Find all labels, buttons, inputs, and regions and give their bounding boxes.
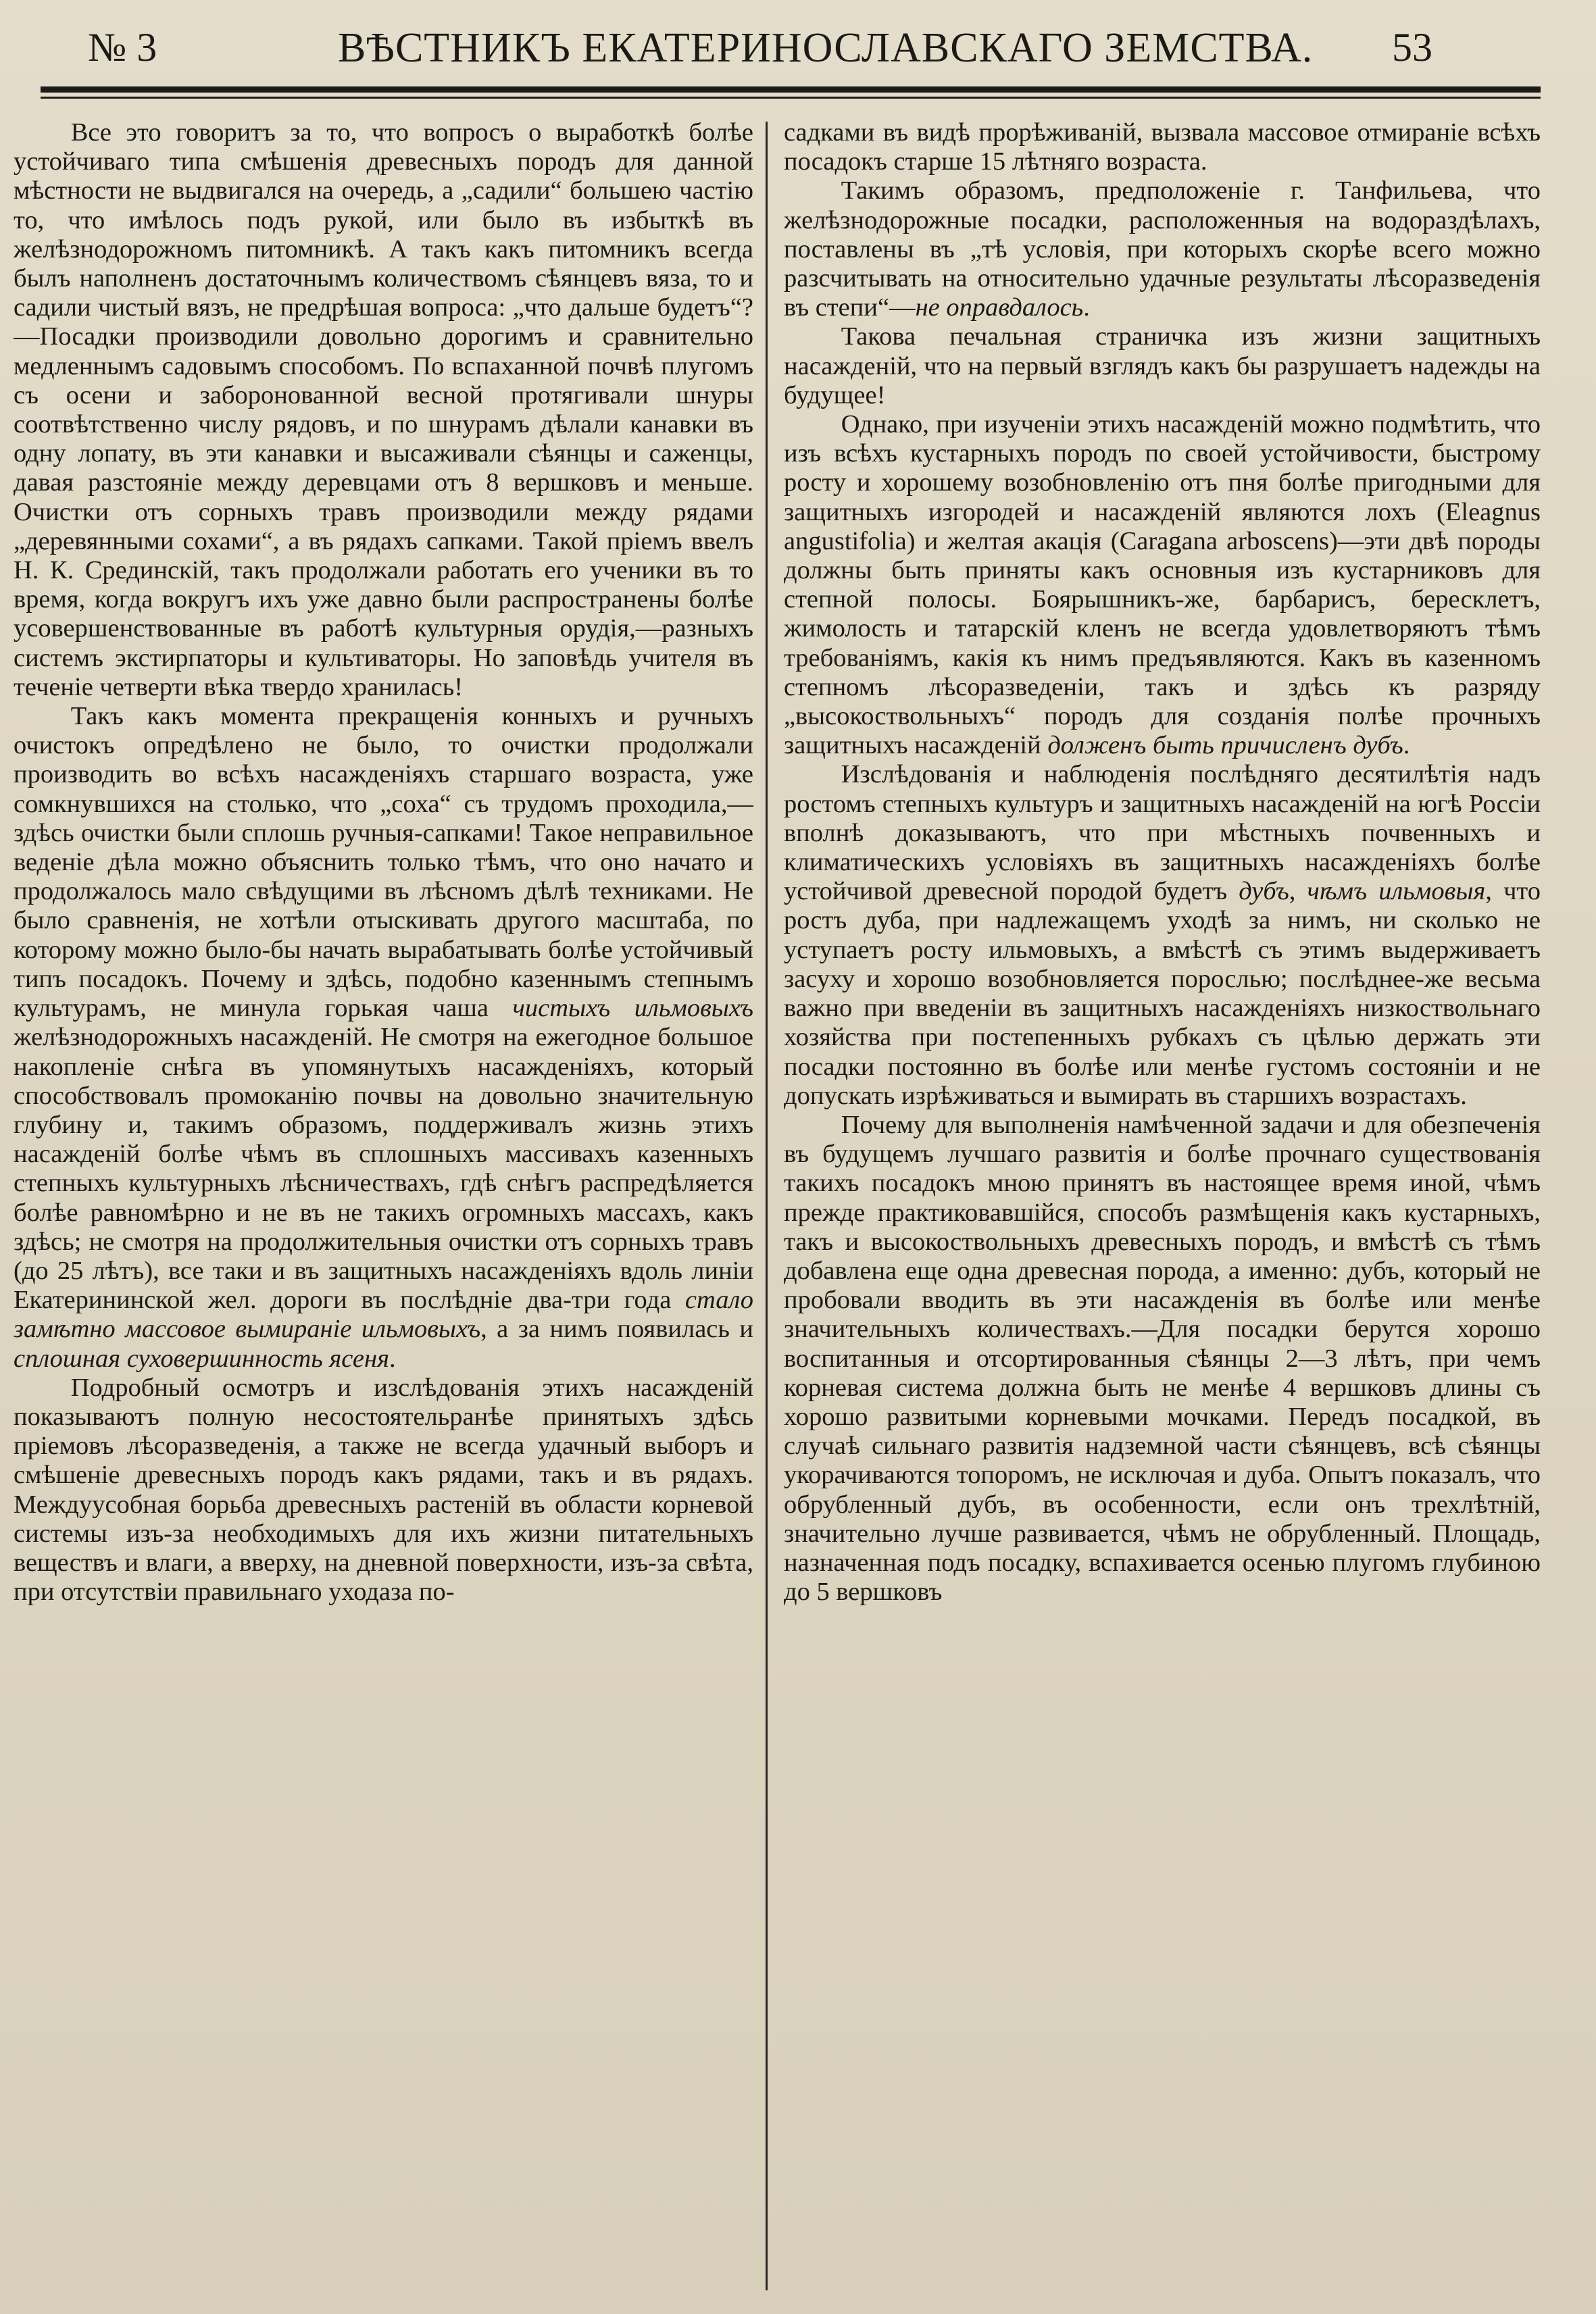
text-run: Изслѣдованія и наблюденія послѣдняго десятилѣтія надъ ростомъ степныхъ культуръ и защитныхъ насажденій на югѣ Россіи вполнѣ доказываютъ, что при мѣстныхъ почвенныхъ и климатическихъ условіяхъ въ защитныхъ насажденіяхъ болѣе устойчивой древесной породой будетъ <box>784 760 1541 906</box>
italic-run: долженъ быть причисленъ дубъ <box>1047 731 1403 760</box>
paragraph <box>784 410 1541 760</box>
page-number: 53 <box>1392 25 1432 70</box>
italic-run: чистыхъ ильмовыхъ <box>512 994 753 1023</box>
paragraph: Такова печальная страничка изъ жизни защитныхъ насажденій, что на первый взглядъ какъ бы разрушаетъ надежды на будущее! <box>784 322 1541 409</box>
text-run: . <box>389 1344 396 1373</box>
text-run: Такимъ образомъ, предположеніе г. Танфильева, что желѣзнодорожные посадки, расположенныя на водораздѣлахъ, поставлены въ „тѣ условія, при которыхъ скорѣе всего можно разсчитывать на относительно удачные результаты лѣсоразведенія въ степи“— <box>784 176 1541 322</box>
page-header <box>41 19 1432 86</box>
header-rule-thick <box>41 86 1541 93</box>
text-run: Такъ какъ момента прекращенія конныхъ и ручныхъ очистокъ опредѣлено не было, то очистки продолжали производить во всѣхъ насажденіяхъ старшаго возраста, уже сомкнувшихся на столько, что „соха“ съ трудомъ проходила,—здѣсь очистки были сплошь ручныя-сапками! Такое неправильное веденіе дѣла можно объяснить только тѣмъ, что оно начато и продолжалось мало свѣдущими въ лѣсномъ дѣлѣ техниками. Не было сравненія, не хотѣли отыскивать другого масштаба, по которому можно было-бы начать вырабатывать болѣе устойчивый типъ посадокъ. Почему и здѣсь, подобно казеннымъ степнымъ культурамъ, не минула горькая чаша <box>14 702 753 1023</box>
paragraph: Подробный осмотръ и изслѣдованія этихъ насажденій показываютъ полную несостоятельранѣе принятыхъ здѣсь пріемовъ лѣсоразведенія, а также не всегда удачный выборъ и смѣшеніе древесныхъ породъ какъ рядами, такъ и въ рядахъ. Междуусобная борьба древесныхъ растеній въ области корневой системы изъ-за необходимыхъ для ихъ жизни питательныхъ веществъ и влаги, а вверху, на дневной поверхности, изъ-за свѣта, при отсутствіи правильнаго уходаза по- <box>14 1373 753 1607</box>
italic-run: сплошная суховершинность ясеня <box>14 1344 389 1373</box>
text-run: желѣзнодорожныхъ насажденій. Не смотря на ежегодное большое накопленіе снѣга въ упомянутыхъ насажденіяхъ, который способствовалъ промоканію почвы на довольно значительную глубину и, такимъ образомъ, поддерживалъ жизнь этихъ насажденій болѣе чѣмъ въ сплошныхъ массивахъ казенныхъ степныхъ культурныхъ лѣсничествахъ, гдѣ снѣгъ распредѣляется болѣе равномѣрно и не въ не такихъ огромныхъ массахъ, какъ здѣсь; не смотря на продолжительныя очистки отъ сорныхъ травъ (до 25 лѣтъ), все таки и въ защитныхъ насажденіяхъ вдоль линіи Екатерининской жел. дороги въ послѣдніе два-три года <box>14 1023 753 1315</box>
text-run: , что ростъ дуба, при надлежащемъ уходѣ за нимъ, ни сколько не уступаетъ росту ильмовыхъ, а вмѣстѣ съ этимъ выдерживаетъ засуху и хорошо возобновляется порослью; послѣднее-же весьма важно при введеніи въ защитныхъ насажденіяхъ низкоствольнаго хозяйства при постепенныхъ рубкахъ съ цѣлью держать эти посадки постоянно въ болѣе или менѣе густомъ состояніи и не допускать изрѣживаться и вымирать въ старшихъ возрастахъ. <box>784 877 1541 1110</box>
paragraph: садками въ видѣ прорѣживаній, вызвала массовое отмираніе всѣхъ посадокъ старше 15 лѣтняго возраста. <box>784 118 1541 176</box>
italic-run: не оправдалось <box>915 293 1084 322</box>
text-run: . <box>1403 731 1410 760</box>
paragraph: Все это говоритъ за то, что вопросъ о выработкѣ болѣе устойчиваго типа смѣшенія древесныхъ породъ для данной мѣстности не выдвигался на очередь, а „садили“ большею частію то, что имѣлось подъ рукой, или было въ избыткѣ въ желѣзнодорожномъ питомникѣ. А такъ какъ питомникъ всегда былъ наполненъ достаточнымъ количествомъ сѣянцевъ вяза, то и садили чистый вязъ, не предрѣшая вопроса: „что дальше будетъ“?—Посадки производили довольно дорогимъ и сравнительно медленнымъ садовымъ способомъ. По вспаханной почвѣ плугомъ съ осени и заборонованной весной протягивали шнуры соотвѣтственно числу рядовъ, и по шнурамъ дѣлали канавки въ одну лопату, въ эти канавки и высаживали сѣянцы и саженцы, давая разстояніе между деревцами отъ 8 вершковъ и меньше. Очистки отъ сорныхъ травъ производили между рядами „деревянными сохами“, а въ рядахъ сапками. Такой пріемъ ввелъ Н. К. Срединскій, такъ продолжали работать его ученики въ то время, когда вокругъ ихъ уже давно были распространены болѣе усовершенствованные въ работѣ культурныя орудія,—разныхъ системъ экстирпаторы и культиваторы. Но заповѣдь учителя въ теченіе четверти вѣка твердо хранилась! <box>14 118 753 701</box>
header-rule-thin <box>41 97 1541 99</box>
text-run: Однако, при изученіи этихъ насажденій можно подмѣтить, что изъ всѣхъ кустарныхъ породъ по своей устойчивости, быстрому росту и хорошему возобновленію отъ пня болѣе пригодными для защитныхъ изгородей и насажденій являются лохъ (Eleagnus angustifolia) и желтая акація (Caragana arboscens)—эти двѣ породы должны быть приняты какъ основныя изъ кустарниковъ для степной полосы. Боярышникъ-же, барбарисъ, бересклетъ, жимолость и татарскій кленъ не всегда удовлетворяютъ тѣмъ требованіямъ, какія къ нимъ предъявляются. Какъ въ казенномъ степномъ лѣсоразведеніи, такъ и здѣсь къ разряду „высокоствольныхъ“ породъ для созданія полѣе прочныхъ защитныхъ насажденій <box>784 410 1541 760</box>
paragraph <box>14 702 753 1374</box>
issue-number: № 3 <box>88 25 157 70</box>
text-run: , <box>1289 877 1307 906</box>
paragraph <box>784 176 1541 322</box>
text-run: , а за нимъ появилась и <box>480 1315 753 1344</box>
italic-run: дубъ <box>1239 877 1289 906</box>
paragraph: Почему для выполненія намѣченной задачи и для обезпеченія въ будущемъ лучшаго развитія и болѣе прочнаго существованія такихъ посадокъ мною принятъ въ настоящее время иной, чѣмъ прежде практиковавшійся, способъ размѣщенія какъ кустарныхъ, такъ и высокоствольныхъ древесныхъ породъ, и вмѣстѣ съ тѣмъ добавлена еще одна древесная порода, а именно: дубъ, который не пробовали вводить въ эти насажденія въ болѣе или менѣе значительныхъ количествахъ.—Для посадки берутся хорошо воспитанныя и отсортированныя сѣянцы 2—3 лѣтъ, при чемъ корневая система должна быть не менѣе 4 вершковъ длины съ хорошо развитыми корневыми мочками. Передъ посадкой, въ случаѣ сильнаго развитія надземной части сѣянцевъ, всѣ сѣянцы укорачиваются топоромъ, не исключая и дуба. Опытъ показалъ, что обрубленный дубъ, въ особенности, если онъ трехлѣтній, значительно лучше развивается, чѣмъ не обрубленный. Площадь, назначенная подъ посадку, вспахивается осенью плугомъ глубиною до 5 вершковъ <box>784 1110 1541 1607</box>
paragraph <box>784 760 1541 1110</box>
journal-title: ВѢСТНИКЪ ЕКАТЕРИНОСЛАВСКАГО ЗЕМСТВА. <box>338 25 1314 71</box>
italic-run: чѣмъ ильмовыя <box>1307 877 1486 906</box>
column-divider <box>766 122 768 2290</box>
text-run: . <box>1083 293 1090 322</box>
italic-run: стало замѣтно массовое вымираніе ильмовыхъ <box>14 1286 753 1344</box>
right-column <box>784 118 1541 2287</box>
left-column <box>14 118 753 2287</box>
